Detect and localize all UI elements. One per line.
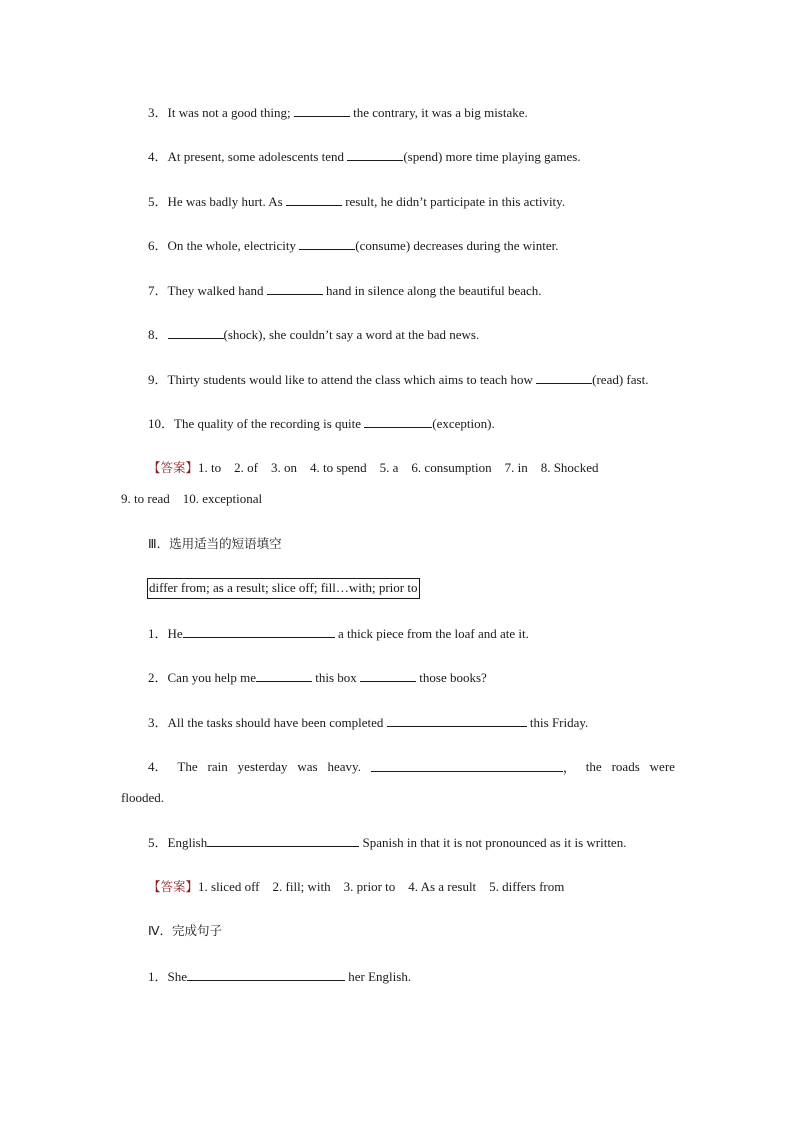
answer-blank[interactable] xyxy=(294,104,350,117)
answer-blank[interactable] xyxy=(256,669,312,682)
answer-key-3: 【答案】1. sliced off 2. fill; with 3. prior to 4. As a result 5. differs from xyxy=(148,879,565,894)
question-2-5: 5．He was badly hurt. As result, he didn’t participate in this activity. xyxy=(148,194,566,209)
question-3-4-cont: flooded. xyxy=(121,790,164,805)
question-2-3: 3．It was not a good thing; the contrary, it was a big mistake. xyxy=(148,105,528,120)
answer-blank[interactable] xyxy=(299,237,355,250)
question-2-10: 10．The quality of the recording is quite (exception). xyxy=(148,416,495,431)
answer-blank[interactable] xyxy=(364,415,432,428)
question-3-4: 4． The rain yesterday was heavy. ， the roads were xyxy=(148,759,675,775)
answer-blank[interactable] xyxy=(187,968,345,981)
answer-blank[interactable] xyxy=(360,669,416,682)
section-3-heading: Ⅲ．选用适当的短语填空 xyxy=(148,536,282,551)
answer-blank[interactable] xyxy=(371,759,563,772)
question-2-8: 8． (shock), she couldn’t say a word at the bad news. xyxy=(148,327,480,342)
answer-tag: 【答案】 xyxy=(148,460,199,475)
section-4-heading: Ⅳ．完成句子 xyxy=(148,923,223,938)
answer-blank[interactable] xyxy=(168,326,224,339)
question-2-9: 9．Thirty students would like to attend the class which aims to teach how (read) fast. xyxy=(148,372,649,387)
question-3-1: 1．He a thick piece from the loaf and ate it. xyxy=(148,626,529,641)
question-4-1: 1．She her English. xyxy=(148,969,412,984)
answer-blank[interactable] xyxy=(207,834,359,847)
answer-blank[interactable] xyxy=(183,625,335,638)
answer-blank[interactable] xyxy=(267,282,323,295)
answer-blank[interactable] xyxy=(286,193,342,206)
answer-key-2-cont: 9. to read 10. exceptional xyxy=(121,491,263,506)
question-3-2: 2．Can you help me this box those books? xyxy=(148,670,487,685)
question-2-4: 4．At present, some adolescents tend (spend) more time playing games. xyxy=(148,149,581,164)
answer-blank[interactable] xyxy=(387,714,527,727)
phrase-box: differ from; as a result; slice off; fill…with; prior to xyxy=(147,578,420,599)
answer-key-2: 【答案】1. to 2. of 3. on 4. to spend 5. a 6. consumption 7. in 8. Shocked xyxy=(148,460,599,475)
answer-blank[interactable] xyxy=(347,148,403,161)
blank-with-comma: ， xyxy=(371,759,576,776)
answer-blank[interactable] xyxy=(536,371,592,384)
question-2-7: 7．They walked hand hand in silence along the beautiful beach. xyxy=(148,283,542,298)
answer-tag: 【答案】 xyxy=(148,879,199,894)
question-3-3: 3．All the tasks should have been completed this Friday. xyxy=(148,715,589,730)
question-2-6: 6．On the whole, electricity (consume) decreases during the winter. xyxy=(148,238,559,253)
question-3-5: 5．English Spanish in that it is not pronounced as it is written. xyxy=(148,835,627,850)
